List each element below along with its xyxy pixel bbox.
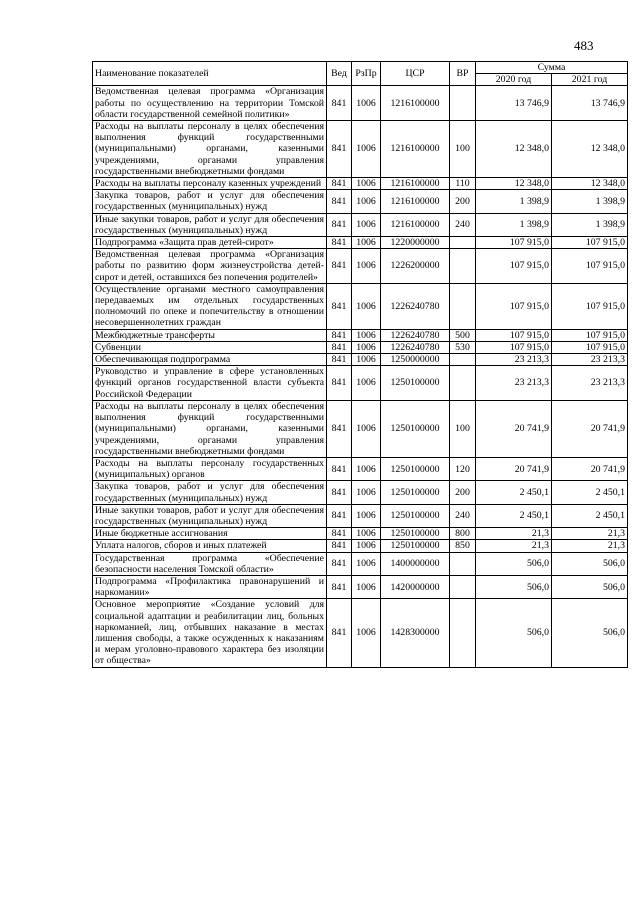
table-row: [93, 249, 628, 284]
row-amount-2020-cell: 12 348,0: [476, 178, 552, 190]
row-ved-cell: 841: [327, 528, 352, 540]
budget-table: [92, 61, 628, 668]
row-name-cell: Уплата налогов, сборов и иных платежей: [93, 540, 327, 552]
row-amount-2021-cell: 506,0: [552, 599, 628, 667]
row-vr-cell: 200: [450, 481, 476, 504]
row-name-cell: Подпрограмма «Профилактика правонарушений и наркомании»: [93, 575, 327, 598]
table-row: [93, 121, 628, 178]
row-vr-cell: 850: [450, 540, 476, 552]
row-rzpr-cell: 1006: [352, 178, 381, 190]
row-name-cell: Обеспечивающая подпрограмма: [93, 354, 327, 366]
row-ved-cell: 841: [327, 249, 352, 284]
row-vr-cell: 800: [450, 528, 476, 540]
table-row: [93, 237, 628, 249]
table-body: [93, 86, 628, 667]
row-ved-cell: 841: [327, 599, 352, 667]
row-vr-cell: 200: [450, 190, 476, 213]
row-rzpr-cell: 1006: [352, 190, 381, 213]
row-vr-cell: [450, 599, 476, 667]
row-vr-cell: [450, 283, 476, 329]
table-row: [93, 283, 628, 329]
row-name-cell: Руководство и управление в сфере установленных функций органов государственной власти субъекта Российской Федерации: [93, 366, 327, 401]
row-amount-2020-cell: 21,3: [476, 540, 552, 552]
row-amount-2020-cell: 23 213,3: [476, 366, 552, 401]
row-rzpr-cell: 1006: [352, 504, 381, 527]
row-name-cell: Иные закупки товаров, работ и услуг для обеспечения государственных (муниципальных) нужд: [93, 213, 327, 236]
header-csr: ЦСР: [381, 62, 450, 86]
row-amount-2020-cell: 1 398,9: [476, 213, 552, 236]
row-ved-cell: 841: [327, 504, 352, 527]
row-name-cell: Подпрограмма «Защита прав детей-сирот»: [93, 237, 327, 249]
row-csr-cell: 1250000000: [381, 354, 450, 366]
row-vr-cell: [450, 354, 476, 366]
row-ved-cell: 841: [327, 121, 352, 178]
row-ved-cell: 841: [327, 329, 352, 341]
table-row: [93, 599, 628, 667]
table-row: [93, 213, 628, 236]
row-amount-2021-cell: 21,3: [552, 528, 628, 540]
header-ved: Вед: [327, 62, 352, 86]
row-csr-cell: 1250100000: [381, 528, 450, 540]
row-amount-2021-cell: 23 213,3: [552, 366, 628, 401]
table-row: [93, 540, 628, 552]
table-row: [93, 481, 628, 504]
table-row: [93, 190, 628, 213]
row-csr-cell: 1250100000: [381, 366, 450, 401]
row-rzpr-cell: 1006: [352, 213, 381, 236]
row-amount-2021-cell: 506,0: [552, 552, 628, 575]
row-ved-cell: 841: [327, 237, 352, 249]
table-row: [93, 86, 628, 121]
row-amount-2021-cell: 1 398,9: [552, 190, 628, 213]
row-amount-2021-cell: 1 398,9: [552, 213, 628, 236]
row-vr-cell: [450, 249, 476, 284]
row-amount-2020-cell: 12 348,0: [476, 121, 552, 178]
table-header: [93, 62, 628, 86]
row-rzpr-cell: 1006: [352, 400, 381, 457]
header-name: Наименование показателей: [93, 62, 327, 86]
row-csr-cell: 1420000000: [381, 575, 450, 598]
row-amount-2020-cell: 107 915,0: [476, 237, 552, 249]
header-rzpr: РзПр: [352, 62, 381, 86]
header-year-2021: 2021 год: [552, 74, 628, 86]
row-csr-cell: 1226240780: [381, 329, 450, 341]
row-amount-2021-cell: 13 746,9: [552, 86, 628, 121]
row-ved-cell: 841: [327, 400, 352, 457]
row-amount-2021-cell: 506,0: [552, 575, 628, 598]
row-csr-cell: 1216100000: [381, 178, 450, 190]
row-ved-cell: 841: [327, 354, 352, 366]
row-rzpr-cell: 1006: [352, 575, 381, 598]
row-rzpr-cell: 1006: [352, 237, 381, 249]
row-rzpr-cell: 1006: [352, 457, 381, 480]
row-amount-2020-cell: 506,0: [476, 575, 552, 598]
row-rzpr-cell: 1006: [352, 283, 381, 329]
row-name-cell: Иные бюджетные ассигнования: [93, 528, 327, 540]
row-csr-cell: 1250100000: [381, 481, 450, 504]
row-amount-2020-cell: 23 213,3: [476, 354, 552, 366]
row-csr-cell: 1220000000: [381, 237, 450, 249]
table-row: [93, 575, 628, 598]
row-vr-cell: 500: [450, 329, 476, 341]
row-amount-2020-cell: 107 915,0: [476, 283, 552, 329]
row-csr-cell: 1216100000: [381, 213, 450, 236]
row-vr-cell: 110: [450, 178, 476, 190]
row-name-cell: Осуществление органами местного самоуправления передаваемых им отдельных государственных полномочий по опеке и попечительству в отношении несовершеннолетних граждан: [93, 283, 327, 329]
row-amount-2021-cell: 20 741,9: [552, 457, 628, 480]
row-name-cell: Иные закупки товаров, работ и услуг для обеспечения государственных (муниципальных) нужд: [93, 504, 327, 527]
row-ved-cell: 841: [327, 575, 352, 598]
table-row: [93, 366, 628, 401]
row-ved-cell: 841: [327, 283, 352, 329]
row-amount-2021-cell: 107 915,0: [552, 341, 628, 353]
row-amount-2020-cell: 20 741,9: [476, 400, 552, 457]
row-csr-cell: 1428300000: [381, 599, 450, 667]
row-name-cell: Расходы на выплаты персоналу государственных (муниципальных) органов: [93, 457, 327, 480]
row-amount-2020-cell: 506,0: [476, 552, 552, 575]
row-vr-cell: [450, 86, 476, 121]
row-vr-cell: 100: [450, 121, 476, 178]
row-amount-2021-cell: 107 915,0: [552, 237, 628, 249]
table-row: [93, 552, 628, 575]
row-rzpr-cell: 1006: [352, 540, 381, 552]
row-amount-2020-cell: 107 915,0: [476, 329, 552, 341]
row-csr-cell: 1226240780: [381, 283, 450, 329]
row-rzpr-cell: 1006: [352, 366, 381, 401]
row-ved-cell: 841: [327, 540, 352, 552]
row-ved-cell: 841: [327, 86, 352, 121]
row-name-cell: Ведомственная целевая программа «Организация работы по осуществлению на территории Томской области государственной семейной политики»: [93, 86, 327, 121]
row-amount-2020-cell: 107 915,0: [476, 249, 552, 284]
row-vr-cell: [450, 237, 476, 249]
row-rzpr-cell: 1006: [352, 329, 381, 341]
row-amount-2021-cell: 12 348,0: [552, 178, 628, 190]
row-vr-cell: [450, 552, 476, 575]
row-name-cell: Расходы на выплаты персоналу казенных учреждений: [93, 178, 327, 190]
row-amount-2020-cell: 2 450,1: [476, 481, 552, 504]
row-vr-cell: 100: [450, 400, 476, 457]
row-csr-cell: 1400000000: [381, 552, 450, 575]
row-csr-cell: 1226240780: [381, 341, 450, 353]
row-amount-2021-cell: 23 213,3: [552, 354, 628, 366]
row-name-cell: Межбюджетные трансферты: [93, 329, 327, 341]
row-amount-2020-cell: 1 398,9: [476, 190, 552, 213]
row-amount-2020-cell: 20 741,9: [476, 457, 552, 480]
table-row: [93, 528, 628, 540]
table-row: [93, 341, 628, 353]
row-rzpr-cell: 1006: [352, 121, 381, 178]
row-ved-cell: 841: [327, 457, 352, 480]
table-row: [93, 329, 628, 341]
row-csr-cell: 1216100000: [381, 86, 450, 121]
row-amount-2021-cell: 107 915,0: [552, 249, 628, 284]
row-rzpr-cell: 1006: [352, 481, 381, 504]
table-row: [93, 504, 628, 527]
row-csr-cell: 1250100000: [381, 540, 450, 552]
row-name-cell: Расходы на выплаты персоналу в целях обеспечения выполнения функций государственными (муниципальными) органами, казенными учреждениями, органами управления государственными внебюджетными фондами: [93, 400, 327, 457]
row-rzpr-cell: 1006: [352, 354, 381, 366]
row-amount-2020-cell: 21,3: [476, 528, 552, 540]
row-ved-cell: 841: [327, 552, 352, 575]
row-amount-2020-cell: 13 746,9: [476, 86, 552, 121]
row-csr-cell: 1216100000: [381, 121, 450, 178]
row-name-cell: Закупка товаров, работ и услуг для обеспечения государственных (муниципальных) нужд: [93, 190, 327, 213]
header-sum: Сумма: [476, 62, 628, 74]
row-amount-2021-cell: 107 915,0: [552, 329, 628, 341]
row-vr-cell: [450, 575, 476, 598]
row-vr-cell: [450, 366, 476, 401]
row-vr-cell: 240: [450, 504, 476, 527]
row-amount-2021-cell: 21,3: [552, 540, 628, 552]
row-amount-2021-cell: 20 741,9: [552, 400, 628, 457]
row-vr-cell: 530: [450, 341, 476, 353]
table-row: [93, 354, 628, 366]
row-rzpr-cell: 1006: [352, 552, 381, 575]
row-amount-2020-cell: 2 450,1: [476, 504, 552, 527]
row-vr-cell: 240: [450, 213, 476, 236]
header-year-2020: 2020 год: [476, 74, 552, 86]
row-name-cell: Расходы на выплаты персоналу в целях обеспечения выполнения функций государственными (муниципальными) органами, казенными учреждениями, органами управления государственными внебюджетными фондами: [93, 121, 327, 178]
row-amount-2021-cell: 2 450,1: [552, 504, 628, 527]
row-rzpr-cell: 1006: [352, 249, 381, 284]
row-amount-2021-cell: 107 915,0: [552, 283, 628, 329]
row-csr-cell: 1226200000: [381, 249, 450, 284]
row-name-cell: Закупка товаров, работ и услуг для обеспечения государственных (муниципальных) нужд: [93, 481, 327, 504]
row-amount-2021-cell: 12 348,0: [552, 121, 628, 178]
row-ved-cell: 841: [327, 213, 352, 236]
row-amount-2020-cell: 107 915,0: [476, 341, 552, 353]
row-csr-cell: 1250100000: [381, 457, 450, 480]
row-csr-cell: 1250100000: [381, 504, 450, 527]
row-amount-2020-cell: 506,0: [476, 599, 552, 667]
row-ved-cell: 841: [327, 341, 352, 353]
row-vr-cell: 120: [450, 457, 476, 480]
row-name-cell: Ведомственная целевая программа «Организация работы по развитию форм жизнеустройства детей-сирот и детей, оставшихся без попечения родителей»: [93, 249, 327, 284]
row-csr-cell: 1216100000: [381, 190, 450, 213]
table-row: [93, 400, 628, 457]
row-ved-cell: 841: [327, 481, 352, 504]
row-name-cell: Субвенции: [93, 341, 327, 353]
row-ved-cell: 841: [327, 190, 352, 213]
row-rzpr-cell: 1006: [352, 341, 381, 353]
row-ved-cell: 841: [327, 178, 352, 190]
header-vr: ВР: [450, 62, 476, 86]
row-ved-cell: 841: [327, 366, 352, 401]
page-number: 483: [574, 38, 594, 53]
row-name-cell: Основное мероприятие «Создание условий для социальной адаптации и реабилитации лиц, больных наркоманией, лиц, отбывших наказание в местах лишения свободы, а также осужденных к наказаниям и мерам уголовно-правового характера без изоляции от общества»: [93, 599, 327, 667]
row-rzpr-cell: 1006: [352, 528, 381, 540]
row-rzpr-cell: 1006: [352, 86, 381, 121]
table-row: [93, 178, 628, 190]
row-csr-cell: 1250100000: [381, 400, 450, 457]
row-name-cell: Государственная программа «Обеспечение безопасности населения Томской области»: [93, 552, 327, 575]
table-row: [93, 457, 628, 480]
row-rzpr-cell: 1006: [352, 599, 381, 667]
row-amount-2021-cell: 2 450,1: [552, 481, 628, 504]
